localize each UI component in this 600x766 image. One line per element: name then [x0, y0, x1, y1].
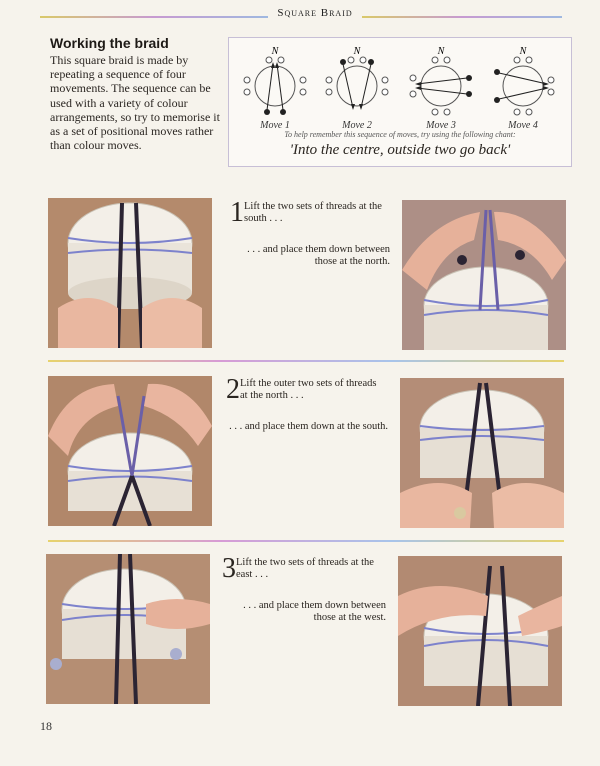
step-1-text-place: . . . and place them down between those at the north.	[247, 244, 390, 267]
svg-text:N: N	[437, 46, 445, 57]
step-1-photo-right	[402, 200, 566, 350]
move-4-label: Move 4	[508, 120, 538, 131]
step-2-number: 2	[226, 374, 240, 405]
chant-intro: To help remember this sequence of moves, try using the following chant:	[284, 130, 516, 139]
running-header: Square Braid	[277, 7, 353, 19]
step-2-text-place: . . . and place them down at the south.	[229, 421, 388, 432]
svg-text:N: N	[519, 46, 527, 57]
step-3-photo-left	[46, 554, 210, 704]
move-3-diagram	[405, 42, 477, 134]
header-rule-right	[362, 16, 562, 18]
chant: 'Into the centre, outside two go back'	[289, 142, 511, 158]
move-3-label: Move 3	[426, 120, 456, 131]
step-1-text-lift: Lift the two sets of threads at the south . . .	[244, 201, 382, 224]
move-1-label: Move 1	[260, 120, 290, 131]
page-number: 18	[40, 719, 52, 733]
step-3-number: 3	[222, 553, 236, 584]
step-2-photo-right	[400, 378, 564, 528]
move-2-diagram	[321, 42, 393, 134]
section-divider-2	[48, 540, 564, 542]
section-heading: Working the braid	[50, 35, 169, 51]
svg-text:N: N	[353, 46, 361, 57]
north-label: N	[271, 46, 279, 57]
moves-diagram-box	[228, 37, 572, 167]
intro-paragraph: This square braid is made by repeating a sequence of four movements. The sequence can be used with a variety of colour arrangements, so try to memorise it as a set of positional moves rather than colour moves.	[50, 53, 220, 153]
move-4-diagram	[487, 42, 559, 134]
header-rule-left	[40, 16, 268, 18]
step-2-text-lift: Lift the outer two sets of threads at the north . . .	[240, 378, 377, 401]
section-divider-1	[48, 360, 564, 362]
step-3-text-place: . . . and place them down between those at the west.	[243, 600, 386, 623]
step-3-text-lift: Lift the two sets of threads at the east . . .	[236, 557, 374, 580]
move-1-diagram	[239, 42, 311, 134]
step-1-photo-left	[48, 198, 212, 348]
step-1-number: 1	[230, 197, 244, 228]
step-3-photo-right	[398, 556, 562, 706]
move-2-label: Move 2	[342, 120, 372, 131]
step-2-photo-left	[48, 376, 212, 526]
